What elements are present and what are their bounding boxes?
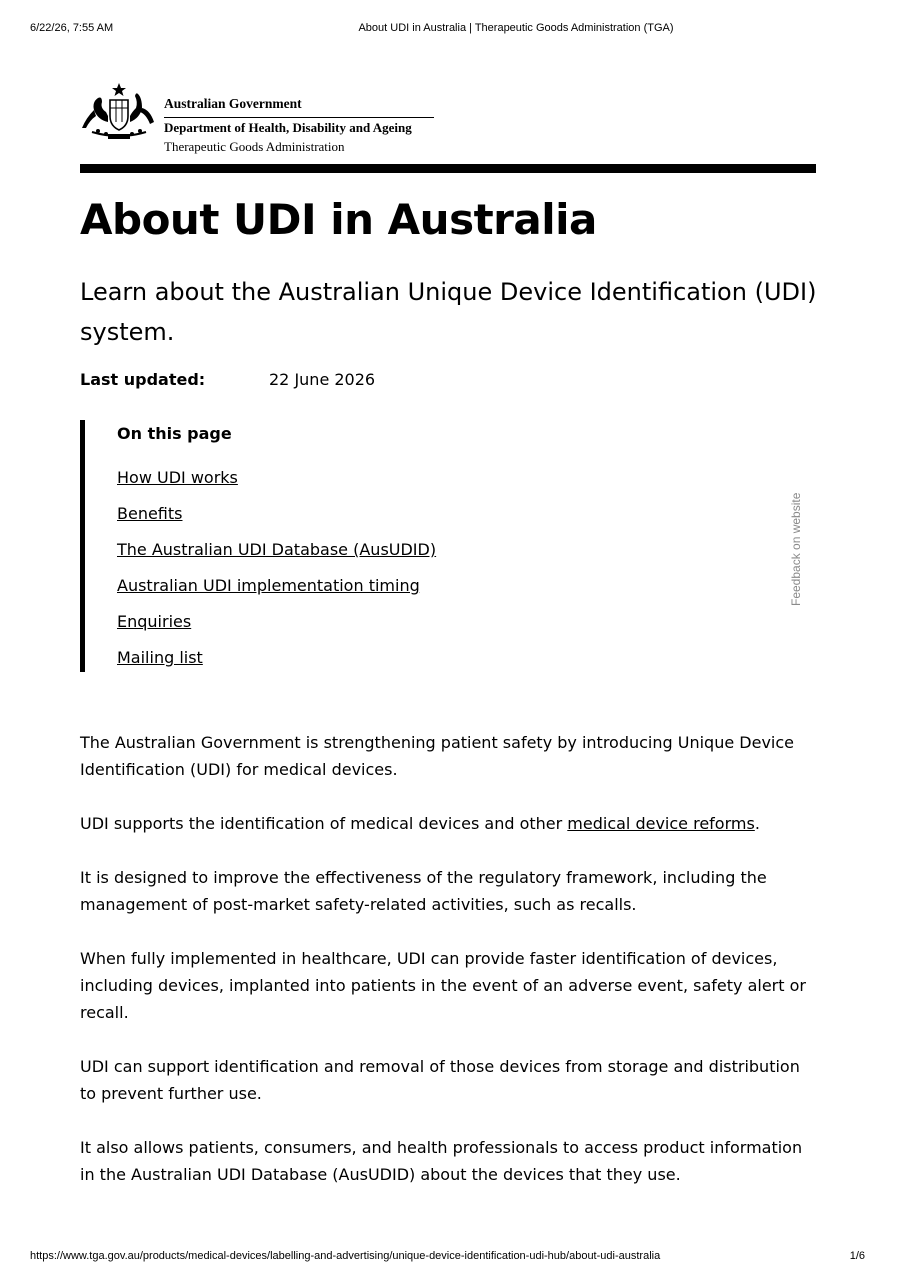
feedback-tab-label: Feedback on website [789, 492, 803, 606]
last-updated-value: 22 June 2026 [269, 370, 376, 389]
toc-link-enquiries[interactable]: Enquiries [117, 612, 192, 631]
paragraph-framework: It is designed to improve the effectiveness of the regulatory framework, including the management of post-market safety-related activities, such as recalls. [80, 868, 767, 914]
print-page-number: 1/6 [849, 1250, 865, 1262]
print-date: 6/22/26, 7:55 AM [30, 22, 114, 34]
paragraph-reforms [80, 810, 820, 837]
logo-department-text: Department of Health, Disability and Ageing [164, 120, 412, 135]
last-updated-label: Last updated: [80, 370, 206, 389]
paragraph-reforms-text: UDI supports the identification of medical devices and other [80, 814, 568, 833]
paragraph-intro: The Australian Government is strengthening patient safety by introducing Unique Device Identification (UDI) for medical devices. [80, 733, 794, 779]
toc-link-mailing-list[interactable]: Mailing list [117, 648, 203, 667]
logo-government-text: Australian Government [164, 96, 302, 111]
tga-logo[interactable] [80, 82, 440, 158]
logo-divider [164, 117, 434, 118]
main-content [80, 729, 820, 1215]
toc-link-ausudid[interactable]: The Australian UDI Database (AusUDID) [117, 540, 437, 559]
paragraph-healthcare: When fully implemented in healthcare, UDI can provide faster identification of devices, including devices, implanted into patients in the event of an adverse event, safety alert or recall. [80, 949, 806, 1022]
paragraph-removal: UDI can support identification and removal of those devices from storage and distribution to prevent further use. [80, 1057, 800, 1103]
feedback-tab[interactable] [787, 478, 807, 606]
page-title: About UDI in Australia [80, 195, 597, 244]
print-header [0, 22, 898, 38]
toc-link-benefits[interactable]: Benefits [117, 504, 183, 523]
on-this-page-nav [80, 420, 580, 672]
page-lede: Learn about the Australian Unique Device Identification (UDI) system. [80, 278, 817, 346]
paragraph-access: It also allows patients, consumers, and health professionals to access product information in the Australian UDI Database (AusUDID) about the devices that they use. [80, 1138, 803, 1184]
medical-device-reforms-link[interactable]: medical device reforms [567, 814, 755, 833]
toc-link-implementation-timing[interactable]: Australian UDI implementation timing [117, 576, 420, 595]
toc-link-how-udi-works[interactable]: How UDI works [117, 468, 238, 487]
toc-title: On this page [117, 424, 232, 443]
print-page-title: About UDI in Australia | Therapeutic Goods Administration (TGA) [358, 22, 674, 34]
print-footer [0, 1250, 898, 1266]
paragraph-reforms-end: . [754, 814, 760, 833]
print-url: https://www.tga.gov.au/products/medical-devices/labelling-and-advertising/unique-device-identification-udi-hub/about-udi-australia [30, 1250, 661, 1262]
header-divider-bar [80, 164, 816, 173]
coat-of-arms-icon [80, 82, 158, 140]
logo-agency-text: Therapeutic Goods Administration [164, 139, 345, 154]
